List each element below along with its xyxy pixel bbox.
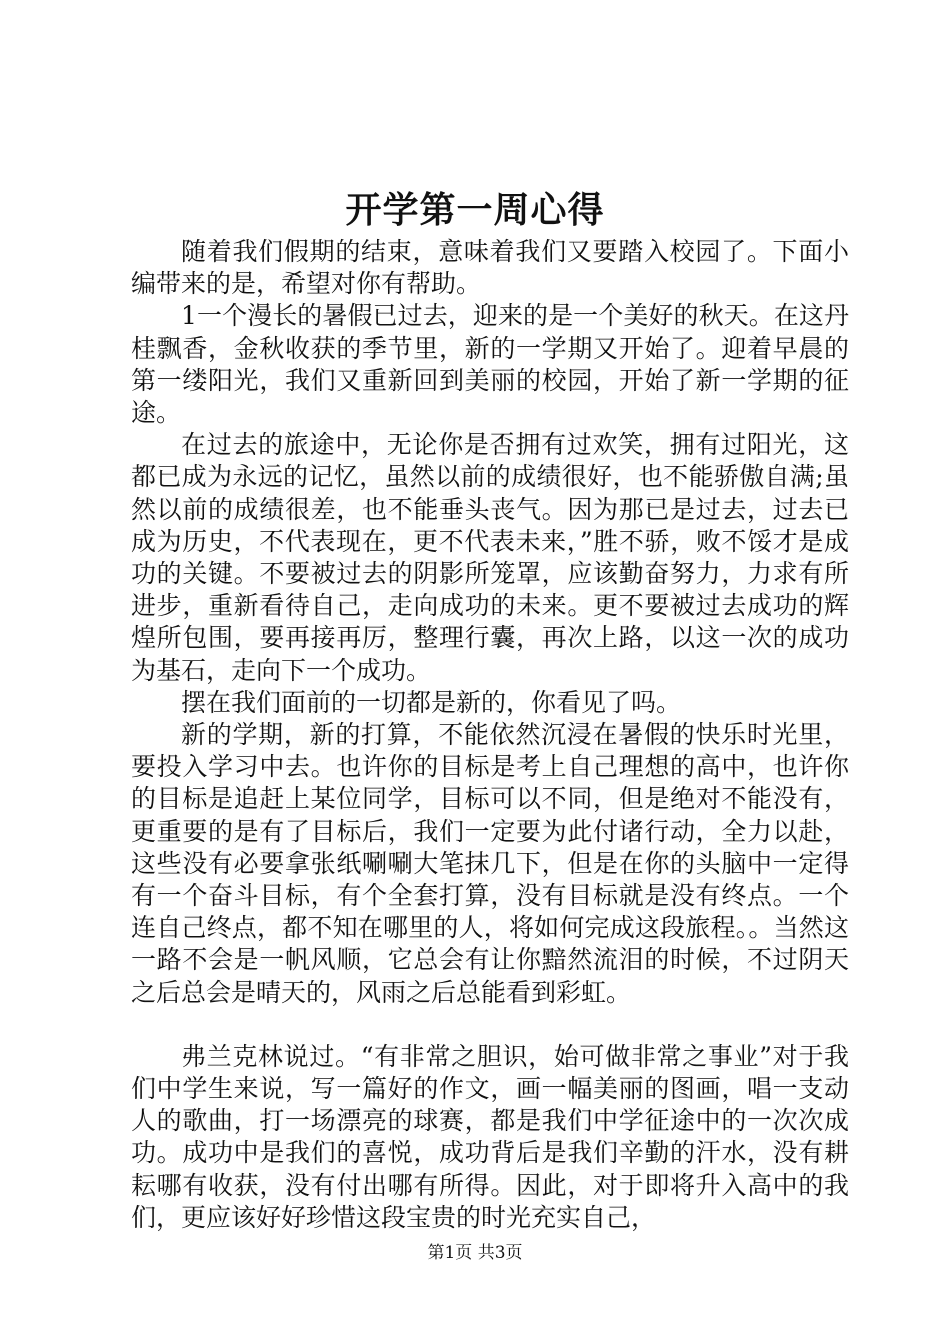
paragraph-autumn: 1一个漫长的暑假已过去，迎来的是一个美好的秋天。在这丹桂飘香，金秋收获的季节里，新的一学期又开始了。迎着早晨的第一缕阳光，我们又重新回到美丽的校园，开始了新一学期的征途。 (131, 301, 849, 428)
paragraph-everything-new: 摆在我们面前的一切都是新的，你看见了吗。 (181, 687, 682, 717)
paragraph-past-journey: 在过去的旅途中，无论你是否拥有过欢笑，拥有过阳光，这都已成为永远的记忆，虽然以前的成绩很好，也不能骄傲自满;虽然以前的成绩很差，也不能垂头丧气。因为那已是过去，过去已成为历史，不代表现在，更不代表未来，”胜不骄，败不馁才是成功的关键。不要被过去的阴影所笼罩，应该勤奋努力，力求有所进步，重新看待自己，走向成功的未来。更不要被过去成功的辉煌所包围，要再接再厉，整理行囊，再次上路，以这一次的成功为基石，走向下一个成功。 (131, 430, 849, 685)
paragraph-franklin: 弗兰克林说过。“有非常之胆识，始可做非常之事业”对于我们中学生来说，写一篇好的作文，画一幅美丽的图画，唱一支动人的歌曲，打一场漂亮的球赛，都是我们中学征途中的一次次成功。成功中是我们的喜悦，成功背后是我们辛勤的汗水，没有耕耘哪有收获，没有付出哪有所得。因此，对于即将升入高中的我们，更应该好好珍惜这段宝贵的时光充实自己， (131, 1041, 849, 1232)
paragraph-new-semester: 新的学期，新的打算，不能依然沉浸在暑假的快乐时光里，要投入学习中去。也许你的目标是考上自己理想的高中，也许你的目标是追赶上某位同学，目标可以不同，但是绝对不能没有，更重要的是有了目标后，我们一定要为此付诸行动，全力以赴，这些没有必要拿张纸唰唰大笔抹几下，但是在你的头脑中一定得有一个奋斗目标，有个全套打算，没有目标就是没有终点。一个连自己终点，都不知在哪里的人，将如何完成这段旅程。。当然这一路不会是一帆风顺，它总会有让你黯然流泪的时候，不过阴天之后总会是晴天的，风雨之后总能看到彩虹。 (131, 720, 849, 1007)
document-title: 开学第一周心得 (345, 189, 605, 231)
page-number-footer: 第1页 共3页 (427, 1243, 523, 1263)
paragraph-intro: 随着我们假期的结束，意味着我们又要踏入校园了。下面小编带来的是，希望对你有帮助。 (131, 237, 849, 299)
document-body (131, 236, 849, 1234)
